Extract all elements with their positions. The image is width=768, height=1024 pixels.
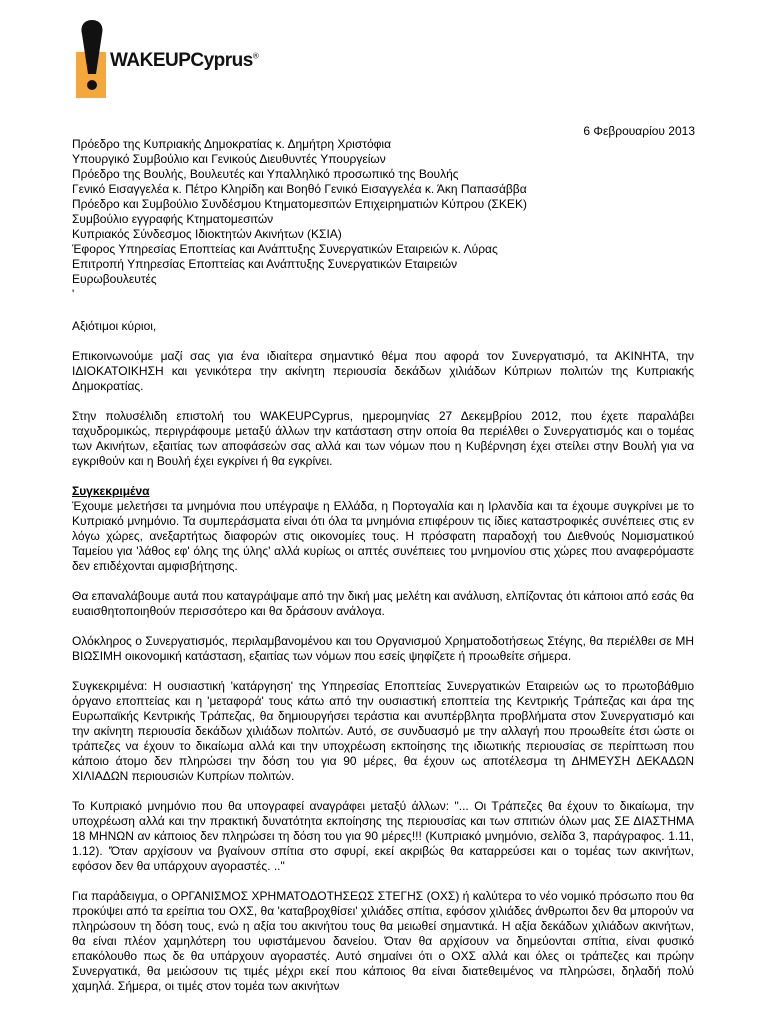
letter-body [72,137,694,1009]
paragraph: Για παράδειγμα, ο ΟΡΓΑΝΙΣΜΟΣ ΧΡΗΜΑΤΟΔΟΤΗΣΕΩΣ ΣΤΕΓΗΣ (ΟΧΣ) ή καλύτερα το νέο νομικό πρόσωπο που θα προκύψει από τα ερείπια του ΟΧΣ, θα 'καταβροχθίσει' χιλιάδες σπίτια, εφόσον χιλιάδες άνθρωποι δεν θα μπορούν να πληρώσουν τη δόση τους, ενώ η αξία του ακινήτου τους θα μειωθεί σημαντικά. Η αξία δεκάδων χιλιάδων ακινήτων, θα είναι πλέον χαμηλότερη του υφιστάμενου δανείου. Όταν θα αρχίσουν να δημεύονται σπίτια, είναι φυσικό επακόλουθο πως δε θα υπάρχουν αγοραστές. Αυτό σημαίνει ότι ο ΟΧΣ αλλά και όλες οι τράπεζες και πρώην Συνεργατικά, θα μειώσουν τις τιμές μέχρι εκεί που κάποιος θα είναι διατεθειμένος να πληρώσει, δηλαδή πολύ χαμηλά. Σήμερα, οι τιμές στον τομέα των ακινήτων [72,889,694,993]
recipient-line: Πρόεδρο της Βουλής, Βουλευτές και Υπαλληλικό προσωπικό της Βουλής [72,167,459,181]
recipient-line: ' [72,287,75,301]
paragraph: Επικοινωνούμε μαζί σας για ένα ιδιαίτερα σημαντικό θέμα που αφορά τον Συνεργατισμό, τα ΑΚΙΝΗΤΑ, την ΙΔΙΟΚΑΤΟΙΚΗΣΗ και γενικότερα την ακίνητη περιουσία δεκάδων χιλιάδων Κύπριων πολιτών της Κυπριακής Δημοκρατίας. [72,349,694,393]
exclamation-logo-icon [74,18,110,102]
recipient-line: Γενικό Εισαγγελέα κ. Πέτρο Κληρίδη και Βοηθό Γενικό Εισαγγελέα κ. Άκη Παπασάββα [72,182,527,196]
recipient-line: Επιτροπή Υπηρεσίας Εποπτείας και Ανάπτυξης Συνεργατικών Εταιρειών [72,257,458,271]
section-heading: Συγκεκριμένα [72,484,150,498]
recipient-line: Ευρωβουλευτές [72,272,157,286]
paragraph: Έχουμε μελετήσει τα μνημόνια που υπέγραψε η Ελλάδα, η Πορτογαλία και η Ιρλανδία και τα έχουμε συγκρίνει με το Κυπριακό μνημόνιο. Τα συμπεράσματα είναι ότι όλα τα μνημόνια επιφέρουν τις ίδιες καταστροφικές συνέπειες στις εν λόγω χώρες, ανεξαρτήτως διαφορών στις οικονομίες τους. Η πρόσφατη παραδοχή του Διεθνούς Νομισματικού Ταμείου για 'λάθος εφ' όλης της ύλης' αλλά κυρίως οι απτές συνέπειες του μνημονίου στις χώρες που αναφερόμαστε δεν επιδέχονται αμφισβήτησης. [72,499,694,573]
paragraph: Το Κυπριακό μνημόνιο που θα υπογραφεί αναγράφει μεταξύ άλλων: "... Οι Τράπεζες θα έχουν το δικαίωμα, την υποχρέωση αλλά και την πρακτική δυνατότητα εκποίησης της περιουσίας και των σπιτιών όλων μας ΣΕ ΔΙΑΣΤΗΜΑ 18 ΜΗΝΩΝ αν κάποιος δεν πληρώσει τη δόση του για 90 μέρες!!! (Κυπριακό μνημόνιο, σελίδα 3, παράγραφος. 1.11, 1.12). 'Όταν αρχίσουν να βγαίνουν σπίτια στο σφυρί, εκεί ακριβώς θα καταρρεύσει και ο τομέας των ακινήτων, εφόσον δεν θα υπάρχουν αγοραστές. .." [72,799,694,873]
paragraph: Θα επαναλάβουμε αυτά που καταγράψαμε από την δική μας μελέτη και ανάλυση, ελπίζοντας ότι κάποιοι από εσάς θα ευαισθητοποιηθούν περισσότερο και θα δράσουν ανάλογα. [72,589,694,618]
recipient-line: Κυπριακός Σύνδεσμος Ιδιοκτητών Ακινήτων (ΚΣΙΑ) [72,227,342,241]
recipient-line: Πρόεδρο της Κυπριακής Δημοκρατίας κ. Δημήτρη Χριστόφια [72,137,392,151]
recipient-line: Πρόεδρο και Συμβούλιο Συνδέσμου Κτηματομεσιτών Επιχειρηματιών Κύπρου (ΣΚΕΚ) [72,197,527,211]
paragraph: Συγκεκριμένα: Η ουσιαστική 'κατάργηση' της Υπηρεσίας Εποπτείας Συνεργατικών Εταιρειών ως το πρωτοβάθμιο όργανο εποπτείας και η 'μεταφορά' τους κάτω από την ουσιαστική εποπτεία της Κεντρικής Τράπεζας και άρα της Ευρωπαϊκής Κεντρικής Τράπεζας, θα δημιουργήσει τεράστια και ανυπέρβλητα προβλήματα στον Συνεργατισμό και την ακίνητη περιουσία δεκάδων χιλιάδων πολιτών. Αυτό, σε συνδυασμό με την αλλαγή που προωθείτε έτσι ώστε οι τράπεζες να έχουν το δικαίωμα αλλά και την υποχρέωση εκποίησης της ιδιωτικής περιουσίας σε περίπτωση που κάποιο άτομο δεν πληρώσει την δόση του για 90 μέρες, θα έχουν ως αποτέλεσμα τη ΔΗΜΕΥΣΗ ΔΕΚΑΔΩΝ ΧΙΛΙΑΔΩΝ περιουσιών Κυπρίων πολιτών. [72,679,694,783]
recipient-line: Υπουργικό Συμβούλιο και Γενικούς Διευθυντές Υπουργείων [72,152,386,166]
letter-date: 6 Φεβρουαρίου 2013 [583,124,695,138]
recipient-list [72,137,694,302]
recipient-line: Έφορος Υπηρεσίας Εποπτείας και Ανάπτυξης Συνεργατικών Εταιρειών κ. Λύρας [72,242,498,256]
logo-wordmark: WAKEUPCyprus® [110,50,259,71]
paragraph: Στην πολυσέλιδη επιστολή του WAKEUPCyprus, ημερομηνίας 27 Δεκεμβρίου 2012, που έχετε παραλάβει ταχυδρομικώς, περιγράφουμε μεταξύ άλλων την κατάσταση στην οποία θα περιέλθει ο Συνεργατισμός και ο τομέας των Ακινήτων, εξαιτίας των αποφάσεών σας αλλά και των νόμων που η Κυβέρνηση έχει στείλει στην Βουλή για να εγκριθούν και η Βουλή έχει εγκρίνει ή θα εγκρίνει. [72,409,694,468]
paragraph: Ολόκληρος ο Συνεργατισμός, περιλαμβανομένου και του Οργανισμού Χρηματοδοτήσεως Στέγης, θα περιέλθει σε ΜΗ ΒΙΩΣΙΜΗ οικονομική κατάσταση, εξαιτίας των νόμων που εσείς ψηφίζετε ή προωθείτε σήμερα. [72,634,694,663]
wakeupcyprus-logo [74,18,274,102]
salutation: Αξιότιμοι κύριοι, [72,319,157,333]
recipient-line: Συμβούλιο εγγραφής Κτηματομεσιτών [72,212,274,226]
